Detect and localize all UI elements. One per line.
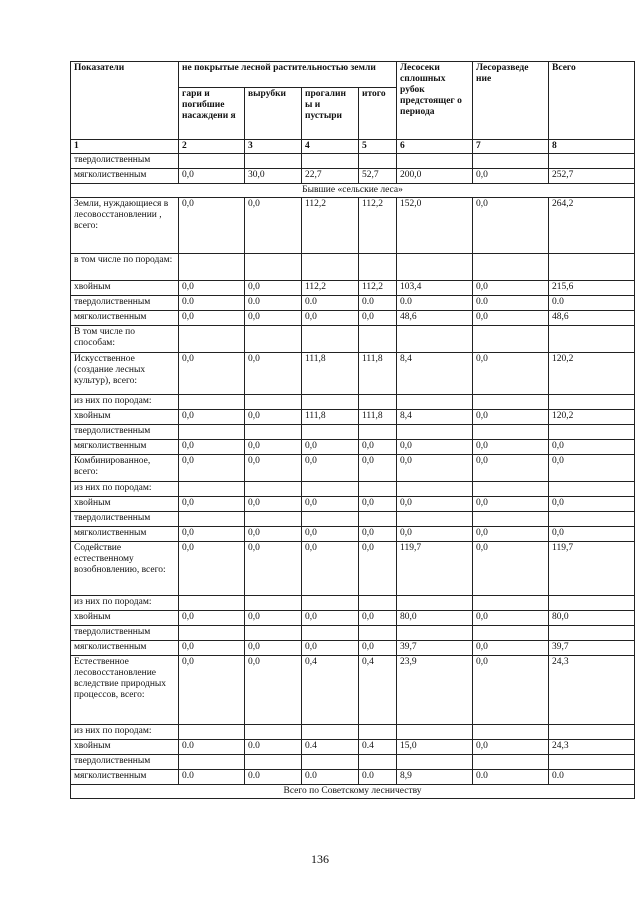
table-cell: 8,4 (397, 410, 473, 425)
table-row (71, 641, 635, 656)
table-cell: 0.0 (473, 770, 549, 785)
table-cell (302, 254, 359, 281)
table-cell: 0,0 (302, 497, 359, 512)
table-row (71, 656, 635, 725)
table-cell: 0,0 (359, 440, 397, 455)
row-label: твердолиственным (71, 755, 179, 770)
table-cell: 0,0 (302, 611, 359, 626)
table-cell: 24,3 (549, 740, 635, 755)
table-cell: 0,0 (473, 641, 549, 656)
header-glades: прогалин ы и пустыри (302, 88, 359, 140)
header-forest-plantation: Лесоразведе ние (473, 62, 549, 140)
table-cell: 0,0 (473, 353, 549, 395)
table-cell: 0,0 (179, 611, 245, 626)
table-cell (179, 626, 245, 641)
table-cell (179, 725, 245, 740)
table-cell (179, 596, 245, 611)
table-header (71, 62, 635, 154)
table-cell: 112,2 (359, 198, 397, 254)
table-cell: 0,0 (302, 311, 359, 326)
table-cell (473, 596, 549, 611)
table-cell: 39,7 (397, 641, 473, 656)
table-cell (473, 154, 549, 169)
table-cell (302, 596, 359, 611)
table-cell (549, 154, 635, 169)
table-cell (245, 512, 302, 527)
table-cell (302, 425, 359, 440)
table-cell: 0.0 (179, 296, 245, 311)
table-cell: 111,8 (359, 410, 397, 425)
table-cell (549, 482, 635, 497)
table-cell: 0,0 (359, 542, 397, 596)
table-cell (473, 725, 549, 740)
table-cell: 0,0 (473, 281, 549, 296)
table-cell (397, 482, 473, 497)
table-cell (549, 326, 635, 353)
table-cell: 0,0 (397, 527, 473, 542)
table-cell: 119,7 (549, 542, 635, 596)
table-cell: 0,0 (359, 641, 397, 656)
table-cell: 0,0 (179, 440, 245, 455)
table-cell: 0,0 (302, 542, 359, 596)
table-row (71, 497, 635, 512)
row-label: Комбинированное, всего: (71, 455, 179, 482)
column-number-row (71, 140, 635, 154)
section-title: Бывшие «сельские леса» (71, 184, 635, 198)
table-body (71, 154, 635, 799)
table-cell (397, 254, 473, 281)
column-number: 5 (359, 140, 397, 154)
table-cell: 0,0 (179, 169, 245, 184)
table-cell: 0.0 (359, 770, 397, 785)
table-cell (549, 725, 635, 740)
table-cell (302, 326, 359, 353)
table-row (71, 326, 635, 353)
table-cell: 0,0 (473, 542, 549, 596)
row-label: Земли, нуждающиеся в лесовосстановлении , всего: (71, 198, 179, 254)
table-cell: 0,0 (245, 353, 302, 395)
table-cell (179, 755, 245, 770)
table-cell: 0,0 (473, 740, 549, 755)
table-row (71, 154, 635, 169)
table-cell: 0,0 (473, 611, 549, 626)
table-cell: 80,0 (397, 611, 473, 626)
table-cell: 15,0 (397, 740, 473, 755)
table-cell: 0,0 (473, 169, 549, 184)
table-cell (473, 755, 549, 770)
table-cell (549, 395, 635, 410)
table-cell: 0,0 (473, 410, 549, 425)
table-cell (549, 425, 635, 440)
table-cell: 112,2 (302, 281, 359, 296)
table-cell: 112,2 (359, 281, 397, 296)
table-cell: 0,0 (397, 455, 473, 482)
table-row (71, 198, 635, 254)
table-row (71, 169, 635, 184)
table-row (71, 770, 635, 785)
table-row (71, 311, 635, 326)
table-cell (359, 626, 397, 641)
row-label: мягколиственным (71, 440, 179, 455)
section-row (71, 184, 635, 198)
table-cell: 111,8 (359, 353, 397, 395)
row-label: хвойным (71, 740, 179, 755)
header-not-covered-lands: не покрытые лесной растительностью земли (179, 62, 397, 88)
row-label: в том числе по породам: (71, 254, 179, 281)
header-total: итого (359, 88, 397, 140)
page-number: 136 (311, 852, 329, 866)
row-label: Естественное лесовосстановление вследствие природных процессов, всего: (71, 656, 179, 725)
row-label: твердолиственным (71, 425, 179, 440)
table-cell (179, 326, 245, 353)
table-cell (245, 755, 302, 770)
table-cell: 0,0 (179, 497, 245, 512)
table-cell: 0,0 (549, 497, 635, 512)
table-cell (359, 512, 397, 527)
table-cell: 0,0 (179, 410, 245, 425)
table-cell: 0,0 (179, 198, 245, 254)
table-cell: 112,2 (302, 198, 359, 254)
table-cell (549, 755, 635, 770)
table-cell (549, 512, 635, 527)
table-cell: 0,0 (359, 455, 397, 482)
table-cell: 0,0 (245, 542, 302, 596)
table-cell: 0,0 (245, 440, 302, 455)
table-cell (473, 254, 549, 281)
table-cell (302, 512, 359, 527)
table-cell: 0.0 (302, 296, 359, 311)
row-label: хвойным (71, 611, 179, 626)
table-cell (245, 626, 302, 641)
table-row (71, 512, 635, 527)
table-row (71, 455, 635, 482)
table-cell: 0.0 (245, 740, 302, 755)
table-cell: 0,0 (179, 641, 245, 656)
table-cell (359, 254, 397, 281)
table-cell: 111,8 (302, 353, 359, 395)
table-cell: 0,0 (245, 527, 302, 542)
table-row (71, 542, 635, 596)
table-cell: 0,0 (473, 440, 549, 455)
table-cell (359, 482, 397, 497)
row-label: твердолиственным (71, 626, 179, 641)
row-label: хвойным (71, 497, 179, 512)
column-number: 8 (549, 140, 635, 154)
table-cell (473, 326, 549, 353)
table-cell (359, 725, 397, 740)
table-cell: 0,0 (473, 311, 549, 326)
table-cell (179, 425, 245, 440)
table-cell (179, 154, 245, 169)
table-cell: 111,8 (302, 410, 359, 425)
table-cell (359, 154, 397, 169)
table-cell: 0,0 (245, 656, 302, 725)
column-number: 6 (397, 140, 473, 154)
table-cell: 0.0 (473, 296, 549, 311)
table-cell: 0,0 (179, 353, 245, 395)
table-cell (302, 482, 359, 497)
table-cell: 0,0 (359, 611, 397, 626)
table-cell: 0,0 (245, 410, 302, 425)
table-row (71, 254, 635, 281)
table-cell: 0.0 (245, 770, 302, 785)
table-cell: 0,0 (245, 641, 302, 656)
table-cell (245, 395, 302, 410)
table-cell: 0,0 (245, 311, 302, 326)
table-cell (302, 154, 359, 169)
table-cell (179, 395, 245, 410)
table-cell: 0,0 (245, 455, 302, 482)
table-cell: 0,0 (473, 497, 549, 512)
table-cell: 0,0 (179, 656, 245, 725)
table-cell: 0,0 (245, 497, 302, 512)
row-label: мягколиственным (71, 311, 179, 326)
row-label: твердолиственным (71, 296, 179, 311)
table-row (71, 626, 635, 641)
table-cell: 0,0 (359, 527, 397, 542)
row-label: твердолиственным (71, 154, 179, 169)
table-cell: 0,0 (549, 527, 635, 542)
table-cell (397, 512, 473, 527)
header-indicators: Показатели (71, 62, 179, 140)
table-cell (302, 626, 359, 641)
table-cell: 8,9 (397, 770, 473, 785)
table-cell: 0.0 (302, 770, 359, 785)
row-label: из них по породам: (71, 395, 179, 410)
table-cell: 152,0 (397, 198, 473, 254)
table-cell (359, 326, 397, 353)
table-cell: 0.0 (245, 296, 302, 311)
table-cell: 39,7 (549, 641, 635, 656)
table-cell: 30,0 (245, 169, 302, 184)
table-cell (473, 482, 549, 497)
row-label: хвойным (71, 281, 179, 296)
table-cell: 0,0 (473, 656, 549, 725)
table-cell: 24,3 (549, 656, 635, 725)
row-label: Искусственное (создание лесных культур), всего: (71, 353, 179, 395)
table-cell: 0,0 (245, 198, 302, 254)
table-cell (359, 755, 397, 770)
header-clearings: вырубки (245, 88, 302, 140)
table-row (71, 296, 635, 311)
table-cell: 48,6 (397, 311, 473, 326)
table-cell (302, 395, 359, 410)
table-cell: 0.0 (359, 296, 397, 311)
table-cell: 22,7 (302, 169, 359, 184)
table-cell: 120,2 (549, 410, 635, 425)
row-label: из них по породам: (71, 482, 179, 497)
forest-restoration-table (70, 61, 635, 799)
table-cell: 0,0 (473, 198, 549, 254)
table-cell: 52,7 (359, 169, 397, 184)
table-cell: 252,7 (549, 169, 635, 184)
table-cell (397, 755, 473, 770)
table-row (71, 755, 635, 770)
table-cell: 0,0 (473, 527, 549, 542)
table-cell (245, 326, 302, 353)
table-cell: 0.0 (549, 296, 635, 311)
table-cell: 0,0 (397, 440, 473, 455)
table-cell (473, 395, 549, 410)
section-row (71, 785, 635, 799)
column-number: 2 (179, 140, 245, 154)
table-row (71, 596, 635, 611)
table-cell: 0.0 (179, 770, 245, 785)
table-cell (245, 596, 302, 611)
table-cell: 0.0 (549, 770, 635, 785)
row-label: мягколиственным (71, 770, 179, 785)
table-row (71, 725, 635, 740)
table-cell: 0,0 (549, 455, 635, 482)
table-cell: 0,0 (245, 611, 302, 626)
table-cell: 0,0 (179, 281, 245, 296)
table-cell (397, 725, 473, 740)
table-row (71, 425, 635, 440)
table-cell: 0,0 (302, 641, 359, 656)
table-cell (397, 326, 473, 353)
table-cell: 0,0 (179, 527, 245, 542)
table-cell (549, 626, 635, 641)
table-row (71, 410, 635, 425)
table-cell: 0,0 (302, 440, 359, 455)
row-label: Содействие естественному возобновлению, всего: (71, 542, 179, 596)
table-cell: 80,0 (549, 611, 635, 626)
column-number: 1 (71, 140, 179, 154)
table-cell (179, 254, 245, 281)
table-cell (397, 626, 473, 641)
table-cell: 0,0 (179, 455, 245, 482)
table-row (71, 440, 635, 455)
table-cell: 0,0 (179, 542, 245, 596)
table-row (71, 353, 635, 395)
table-cell: 0.4 (359, 740, 397, 755)
table-cell: 0,0 (359, 497, 397, 512)
table-row (71, 281, 635, 296)
row-label: мягколиственным (71, 527, 179, 542)
table-cell: 0.4 (302, 740, 359, 755)
table-cell: 200,0 (397, 169, 473, 184)
table-row (71, 740, 635, 755)
table-cell: 0,0 (473, 455, 549, 482)
table-cell (397, 425, 473, 440)
table-cell (359, 596, 397, 611)
table-cell (245, 425, 302, 440)
table-cell: 0,0 (359, 311, 397, 326)
table-cell: 0,0 (245, 281, 302, 296)
table-cell (359, 395, 397, 410)
table-row (71, 527, 635, 542)
table-cell (245, 154, 302, 169)
table-cell (245, 254, 302, 281)
row-label: мягколиственным (71, 169, 179, 184)
column-number: 4 (302, 140, 359, 154)
table-cell: 48,6 (549, 311, 635, 326)
table-cell (473, 512, 549, 527)
table-cell: 0,0 (397, 497, 473, 512)
table-cell: 119,7 (397, 542, 473, 596)
column-number: 3 (245, 140, 302, 154)
table-cell: 0,0 (179, 311, 245, 326)
table-cell: 215,6 (549, 281, 635, 296)
table-cell: 0,4 (359, 656, 397, 725)
row-label: из них по породам: (71, 725, 179, 740)
row-label: из них по породам: (71, 596, 179, 611)
table-cell (549, 254, 635, 281)
table-cell: 120,2 (549, 353, 635, 395)
table-cell: 23,9 (397, 656, 473, 725)
column-number: 7 (473, 140, 549, 154)
table-cell (473, 626, 549, 641)
header-cutting-areas: Лесосеки сплошных рубок предстоящег о периода (397, 62, 473, 140)
row-label: твердолиственным (71, 512, 179, 527)
table-cell: 0,0 (549, 440, 635, 455)
table-cell (397, 395, 473, 410)
row-label: мягколиственным (71, 641, 179, 656)
table-cell: 0.0 (397, 296, 473, 311)
table-cell (359, 425, 397, 440)
table-cell: 8,4 (397, 353, 473, 395)
table-cell (549, 596, 635, 611)
table-cell (397, 596, 473, 611)
table-cell: 0.0 (179, 740, 245, 755)
row-label: В том числе по способам: (71, 326, 179, 353)
row-label: хвойным (71, 410, 179, 425)
table-cell (245, 482, 302, 497)
table-cell (179, 482, 245, 497)
table-cell (473, 425, 549, 440)
table-cell: 0,4 (302, 656, 359, 725)
table-cell (302, 755, 359, 770)
table-cell (245, 725, 302, 740)
table-row (71, 611, 635, 626)
table-cell: 103,4 (397, 281, 473, 296)
table-cell (179, 512, 245, 527)
table-cell: 264,2 (549, 198, 635, 254)
table-cell (302, 725, 359, 740)
header-burnt: гари и погибшие насаждени я (179, 88, 245, 140)
table-cell: 0,0 (302, 527, 359, 542)
table-row (71, 482, 635, 497)
section-title: Всего по Советскому лесничеству (71, 785, 635, 799)
header-all: Всего (549, 62, 635, 140)
table-cell (397, 154, 473, 169)
table-cell: 0,0 (302, 455, 359, 482)
table-row (71, 395, 635, 410)
